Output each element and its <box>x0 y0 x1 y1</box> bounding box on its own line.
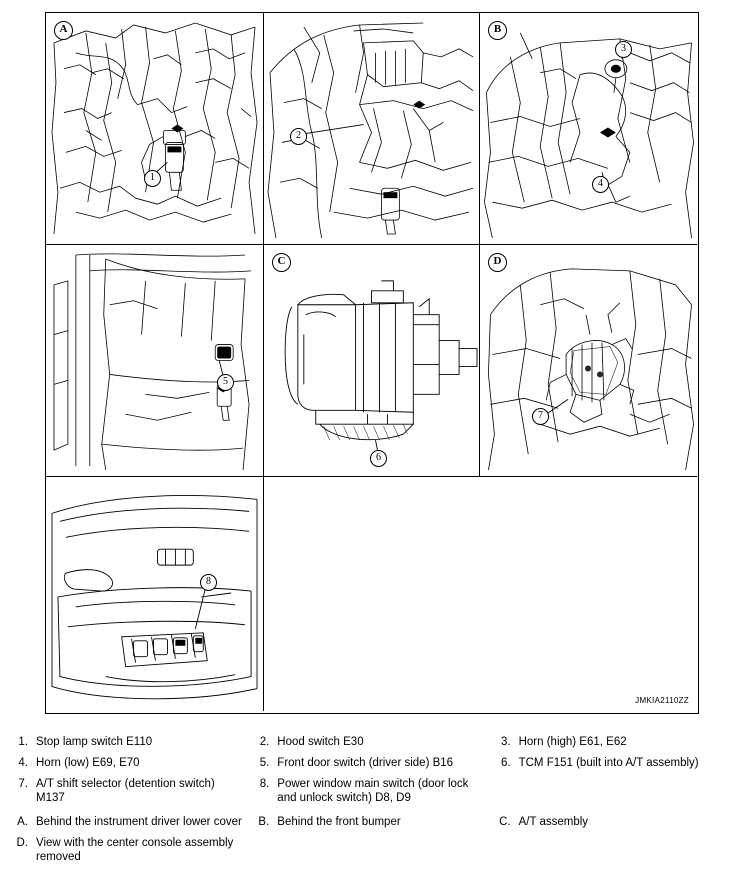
legend-text: Horn (low) E69, E70 <box>36 757 140 769</box>
legend-item-6 <box>493 756 734 770</box>
legend-item-empty <box>493 836 734 864</box>
legend-number: 1. <box>18 736 28 748</box>
figure-panel-engine-bay <box>264 13 480 245</box>
legend-text: Horn (high) E61, E62 <box>518 736 627 748</box>
panel-c-illustration <box>264 245 479 476</box>
callout-1: 1 <box>144 170 161 187</box>
figure-panel-b <box>480 13 697 245</box>
legend-number: 7. <box>18 778 28 790</box>
legend-text: Stop lamp switch E110 <box>36 736 153 748</box>
legend-text: View with the center console assembly removed <box>36 837 234 863</box>
legend-number: 2. <box>259 736 270 748</box>
legend-text: A/T assembly <box>518 816 589 828</box>
component-location-figure <box>45 12 699 714</box>
legend-number: 3. <box>501 736 511 748</box>
legend <box>10 735 734 871</box>
figure-panel-a <box>46 13 264 245</box>
panel-door-pillar-illustration <box>46 245 263 476</box>
panel-label-c: C <box>272 253 291 272</box>
legend-number: 5. <box>259 757 270 769</box>
panel-label-a: A <box>54 21 73 40</box>
legend-letter: C. <box>499 816 511 828</box>
legend-number: 4. <box>18 757 28 769</box>
legend-row <box>10 777 734 805</box>
legend-text: Hood switch E30 <box>277 736 364 748</box>
figure-panel-door-trim <box>46 477 264 711</box>
legend-letter: D. <box>16 837 28 849</box>
callout-3: 3 <box>615 41 632 58</box>
legend-text: A/T shift selector (detention switch) M137 <box>36 778 215 804</box>
legend-item-d <box>10 836 251 864</box>
legend-item-3 <box>493 735 734 749</box>
legend-text: Power window main switch (door lock and unlock switch) D8, D9 <box>277 778 469 804</box>
panel-b-illustration <box>480 13 697 244</box>
legend-row <box>10 735 734 749</box>
legend-item-8 <box>251 777 492 805</box>
legend-text: Behind the front bumper <box>277 816 401 828</box>
legend-number: 6. <box>501 757 511 769</box>
figure-panel-d <box>480 245 697 477</box>
legend-row <box>10 815 734 829</box>
legend-letter: B. <box>258 816 270 828</box>
legend-item-1 <box>10 735 251 749</box>
legend-item-7 <box>10 777 251 805</box>
callout-4: 4 <box>592 176 609 193</box>
figure-row-1 <box>46 13 698 245</box>
callout-8: 8 <box>200 574 217 591</box>
panel-label-b: B <box>488 21 507 40</box>
figure-row-2 <box>46 245 698 477</box>
callout-2: 2 <box>290 128 307 145</box>
legend-item-a <box>10 815 251 829</box>
legend-text: TCM F151 (built into A/T assembly) <box>518 757 699 769</box>
figure-row-3 <box>46 477 698 711</box>
legend-text: Front door switch (driver side) B16 <box>277 757 454 769</box>
legend-item-empty <box>251 836 492 864</box>
panel-d-illustration <box>480 245 697 476</box>
legend-row <box>10 836 734 864</box>
figure-code-area <box>264 477 697 711</box>
legend-item-c <box>493 815 734 829</box>
legend-number: 8. <box>259 778 270 790</box>
figure-panel-c <box>264 245 480 477</box>
legend-text: Behind the instrument driver lower cover <box>36 816 242 828</box>
legend-letter: A. <box>17 816 28 828</box>
panel-door-trim-illustration <box>46 477 263 711</box>
callout-6: 6 <box>370 450 387 467</box>
panel-label-d: D <box>488 253 507 272</box>
callout-5: 5 <box>217 374 234 391</box>
legend-item-empty <box>493 777 734 805</box>
figure-code: JMKIA2110ZZ <box>635 696 689 705</box>
legend-row <box>10 756 734 770</box>
legend-item-2 <box>251 735 492 749</box>
panel-a-illustration <box>46 13 263 244</box>
legend-item-4 <box>10 756 251 770</box>
legend-item-5 <box>251 756 492 770</box>
legend-item-b <box>251 815 492 829</box>
figure-panel-door-pillar <box>46 245 264 477</box>
callout-7: 7 <box>532 408 549 425</box>
